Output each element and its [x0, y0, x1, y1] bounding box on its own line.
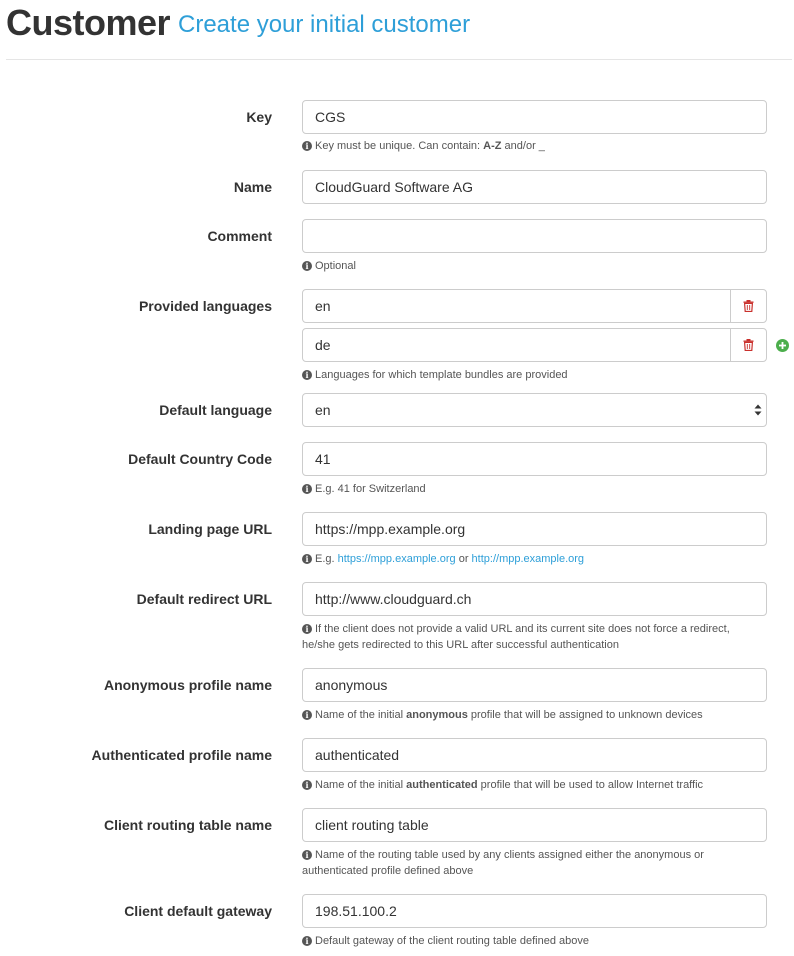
landing-page-url-input[interactable]: https://mpp.example.org: [302, 512, 767, 546]
default-country-code-label: Default Country Code: [128, 451, 272, 467]
client-default-gateway-label: Client default gateway: [124, 903, 272, 919]
anonymous-profile-name-input[interactable]: anonymous: [302, 668, 767, 702]
default-redirect-url-input[interactable]: http://www.cloudguard.ch: [302, 582, 767, 616]
example-https-link[interactable]: https://mpp.example.org: [337, 553, 456, 565]
info-circle-icon: i: [302, 484, 312, 494]
key-help: i Key must be unique. Can contain: A-Z and/or _: [302, 138, 545, 154]
trash-icon: [743, 339, 754, 351]
anonymous-profile-name-help: i Name of the initial anonymous profile that will be assigned to unknown devices: [302, 707, 703, 723]
select-arrows-icon: [754, 403, 762, 417]
authenticated-profile-name-label: Authenticated profile name: [91, 747, 272, 763]
provided-languages-help: i Languages for which template bundles are provided: [302, 367, 568, 383]
default-language-label: Default language: [159, 402, 272, 418]
info-circle-icon: i: [302, 141, 312, 151]
header-divider: [6, 59, 792, 60]
add-language-button[interactable]: [776, 339, 789, 352]
default-redirect-url-help: i If the client does not provide a valid URL and its current site does not force a redirect, he/she gets redirected to this URL after successful authentication: [302, 623, 730, 651]
page-subtitle: Create your initial customer: [178, 11, 471, 38]
comment-input[interactable]: [302, 219, 767, 253]
landing-page-url-help: i E.g. https://mpp.example.org or http://mpp.example.org: [302, 551, 584, 567]
name-input[interactable]: CloudGuard Software AG: [302, 170, 767, 204]
landing-page-url-label: Landing page URL: [148, 521, 272, 537]
anonymous-profile-name-label: Anonymous profile name: [103, 677, 272, 693]
info-circle-icon: i: [302, 936, 312, 946]
client-default-gateway-input[interactable]: 198.51.100.2: [302, 894, 767, 928]
default-country-code-help: i E.g. 41 for Switzerland: [302, 481, 426, 497]
key-input[interactable]: CGS: [302, 100, 767, 134]
remove-language-button[interactable]: [730, 328, 767, 362]
info-circle-icon: i: [302, 710, 312, 720]
default-redirect-url-label: Default redirect URL: [136, 591, 272, 607]
provided-languages-label: Provided languages: [138, 298, 272, 314]
name-label: Name: [233, 179, 272, 195]
trash-icon: [743, 300, 754, 312]
language-input-1[interactable]: en: [302, 289, 731, 323]
default-language-select[interactable]: [302, 393, 767, 427]
plus-circle-icon: [779, 342, 786, 349]
info-circle-icon: i: [302, 370, 312, 380]
comment-help: i Optional: [302, 258, 356, 274]
info-circle-icon: i: [302, 624, 312, 634]
client-routing-table-name-help: i Name of the routing table used by any clients assigned either the anonymous or authenticated profile defined above: [302, 849, 704, 877]
info-circle-icon: i: [302, 780, 312, 790]
info-circle-icon: i: [302, 850, 312, 860]
authenticated-profile-name-help: i Name of the initial authenticated profile that will be used to allow Internet traffic: [302, 777, 703, 793]
remove-language-button[interactable]: [730, 289, 767, 323]
language-input-2[interactable]: de: [302, 328, 731, 362]
client-default-gateway-help: i Default gateway of the client routing table defined above: [302, 933, 589, 949]
client-routing-table-name-label: Client routing table name: [103, 817, 272, 833]
comment-label: Comment: [207, 228, 272, 244]
example-http-link[interactable]: http://mpp.example.org: [471, 553, 585, 565]
default-language-value: en: [315, 402, 331, 418]
authenticated-profile-name-input[interactable]: authenticated: [302, 738, 767, 772]
info-circle-icon: i: [302, 261, 312, 271]
client-routing-table-name-input[interactable]: client routing table: [302, 808, 767, 842]
key-label: Key: [246, 109, 272, 125]
page-title: Customer: [6, 2, 171, 43]
info-circle-icon: i: [302, 554, 312, 564]
default-country-code-input[interactable]: 41: [302, 442, 767, 476]
